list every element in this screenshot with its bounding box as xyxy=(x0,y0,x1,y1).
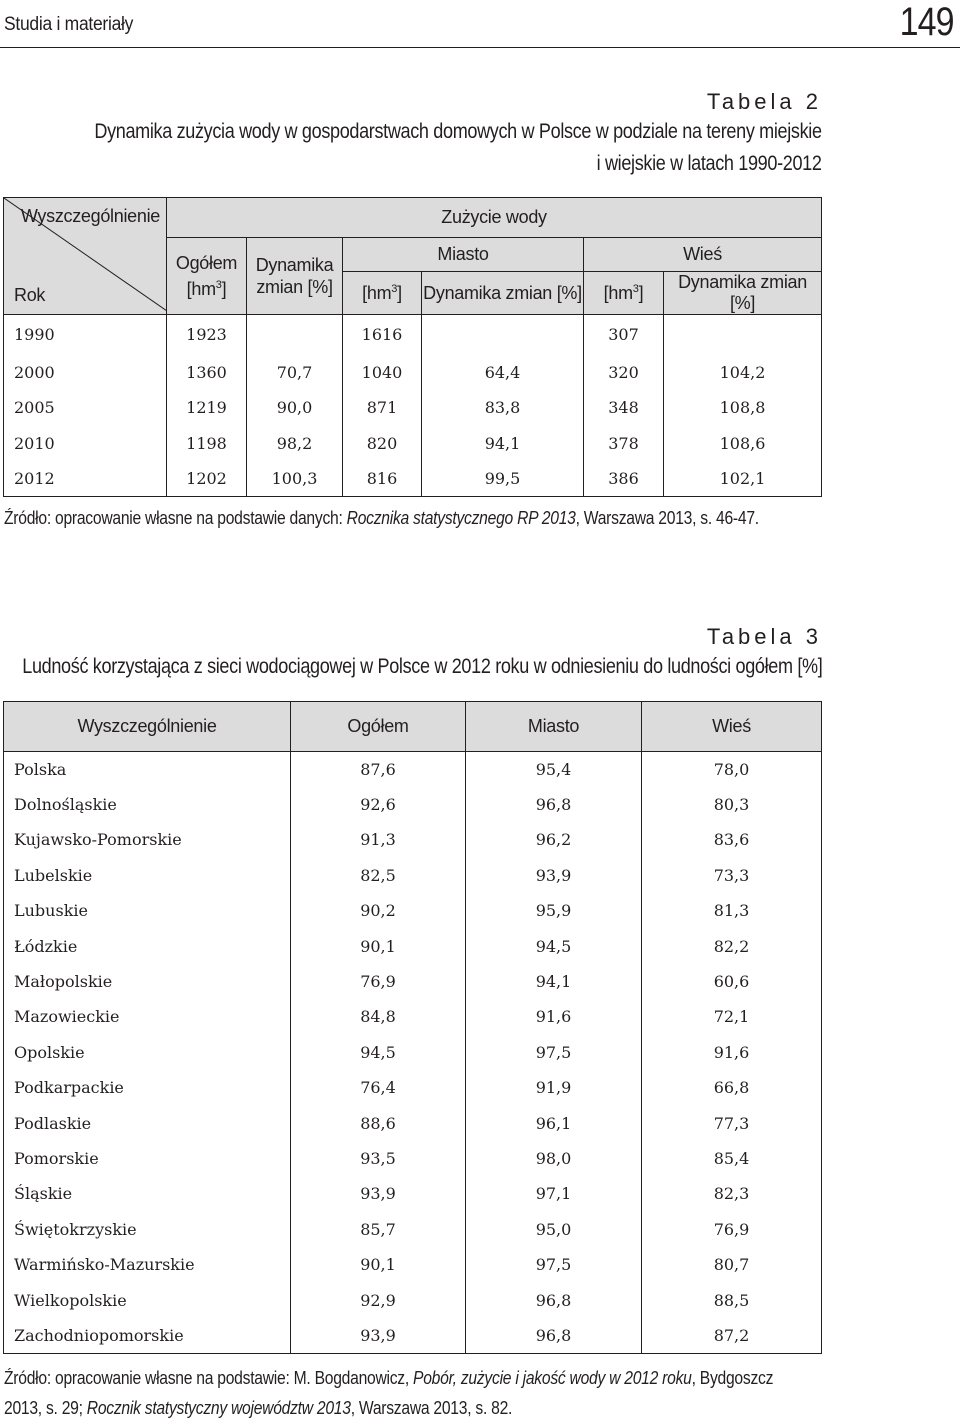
table3-region-cell: Świętokrzyskie xyxy=(4,1212,291,1247)
table3-value-cell: 80,7 xyxy=(642,1247,822,1282)
table2-cell: 108,8 xyxy=(664,390,822,426)
table3-region-cell: Warmińsko-Mazurskie xyxy=(4,1247,291,1282)
table2-cell: 83,8 xyxy=(422,390,584,426)
table2-row xyxy=(4,355,822,391)
table3-title: Ludność korzystająca z sieci wodociągowej w Polsce w 2012 roku w odniesieniu do ludności ogółem [%] xyxy=(21,655,822,678)
table3-value-cell: 73,3 xyxy=(642,858,822,893)
table2-cell: 386 xyxy=(584,461,664,497)
table2-cell: 2000 xyxy=(4,355,167,391)
table2-header-rok: Rok xyxy=(14,285,46,305)
table2-cell: 1616 xyxy=(343,315,422,355)
running-header-title: Studia i materiały xyxy=(4,14,134,35)
table3-row xyxy=(4,893,822,928)
table3-row xyxy=(4,1105,822,1140)
table3-row xyxy=(4,752,822,787)
table3-value-cell: 90,1 xyxy=(291,928,466,963)
table2-cell: 64,4 xyxy=(422,355,584,391)
table3-value-cell: 88,6 xyxy=(291,1105,466,1140)
table2-cell: 1202 xyxy=(167,461,247,497)
table2-cell: 108,6 xyxy=(664,426,822,462)
table3-value-cell: 77,3 xyxy=(642,1105,822,1140)
table2-cell xyxy=(422,315,584,355)
table3-value-cell: 97,5 xyxy=(466,1247,642,1282)
table3-value-cell: 96,8 xyxy=(466,1318,642,1353)
table3-value-cell: 83,6 xyxy=(642,822,822,857)
table2-cell: 1360 xyxy=(167,355,247,391)
header-rule xyxy=(0,47,960,48)
table3-region-cell: Opolskie xyxy=(4,1035,291,1070)
table3-value-cell: 93,9 xyxy=(291,1176,466,1211)
table2-title-line2: i wiejskie w latach 1990-2012 xyxy=(597,152,822,175)
table3-value-cell: 90,1 xyxy=(291,1247,466,1282)
table3-row xyxy=(4,1212,822,1247)
table2-cell: 320 xyxy=(584,355,664,391)
table2-header-ogolem-line1: Ogółem xyxy=(175,253,238,273)
table2-header-miasto-hm3: $[hm^3]$ xyxy=(343,272,422,315)
table3-value-cell: 96,2 xyxy=(466,822,642,857)
table2-header-wyszczegolnienie: Wyszczególnienie xyxy=(20,206,160,226)
table3-source-line1: Źródło: opracowanie własne na podstawie: M. Bogdanowicz, Pobór, zużycie i jakość wody w 2012 roku, Bydgoszcz xyxy=(4,1368,774,1388)
table3-region-cell: Mazowieckie xyxy=(4,999,291,1034)
table3-row xyxy=(4,1141,822,1176)
table3-value-cell: 91,6 xyxy=(642,1035,822,1070)
table2-cell: 70,7 xyxy=(247,355,343,391)
table3-value-cell: 66,8 xyxy=(642,1070,822,1105)
table2-header-ogolem-line2: $[hm^3]$ xyxy=(186,279,227,299)
table3-value-cell: 76,4 xyxy=(291,1070,466,1105)
table3-value-cell: 98,0 xyxy=(466,1141,642,1176)
table2-header-dynamika-line1: Dynamika xyxy=(255,255,334,275)
table3-value-cell: 76,9 xyxy=(642,1212,822,1247)
table3-value-cell: 81,3 xyxy=(642,893,822,928)
table2-cell: 348 xyxy=(584,390,664,426)
table3-value-cell: 94,5 xyxy=(466,928,642,963)
table2-source: Źródło: opracowanie własne na podstawie danych: Rocznika statystycznego RP 2013, Warszawa 2013, s. 46-47. xyxy=(4,508,759,528)
table3-value-cell: 95,4 xyxy=(466,752,642,787)
table2-cell: 100,3 xyxy=(247,461,343,497)
table3-region-cell: Kujawsko-Pomorskie xyxy=(4,822,291,857)
table2-cell: 378 xyxy=(584,426,664,462)
table3-header-miasto: Miasto xyxy=(466,702,642,752)
table3-value-cell: 72,1 xyxy=(642,999,822,1034)
table2-header-miasto: Miasto xyxy=(343,238,584,272)
table3-source-line2: 2013, s. 29; Rocznik statystyczny województw 2013, Warszawa 2013, s. 82. xyxy=(4,1398,513,1418)
table3-row xyxy=(4,1176,822,1211)
table3-value-cell: 96,1 xyxy=(466,1105,642,1140)
table2-cell: 1990 xyxy=(4,315,167,355)
table2-cell: 307 xyxy=(584,315,664,355)
table3-value-cell: 88,5 xyxy=(642,1282,822,1317)
table2-cell: 1923 xyxy=(167,315,247,355)
table3-region-cell: Małopolskie xyxy=(4,964,291,999)
table3-value-cell: 84,8 xyxy=(291,999,466,1034)
table3-row xyxy=(4,928,822,963)
table2-cell: 104,2 xyxy=(664,355,822,391)
table2-cell: 2012 xyxy=(4,461,167,497)
table2-cell: 98,2 xyxy=(247,426,343,462)
table3-header-ogolem: Ogółem xyxy=(291,702,466,752)
table3-value-cell: 91,3 xyxy=(291,822,466,857)
table2-header-wies: Wieś xyxy=(584,238,822,272)
table2-cell: 102,1 xyxy=(664,461,822,497)
table3-row xyxy=(4,1247,822,1282)
table3-value-cell: 87,2 xyxy=(642,1318,822,1353)
table3-value-cell: 78,0 xyxy=(642,752,822,787)
table2-cell: 1198 xyxy=(167,426,247,462)
table2-cell: 820 xyxy=(343,426,422,462)
table2-cell: 871 xyxy=(343,390,422,426)
table3-row xyxy=(4,999,822,1034)
table3-header-wyszczegolnienie: Wyszczególnienie xyxy=(4,702,291,752)
table2-row xyxy=(4,315,822,355)
table2-cell xyxy=(664,315,822,355)
table3-value-cell: 93,9 xyxy=(466,858,642,893)
table3-value-cell: 82,3 xyxy=(642,1176,822,1211)
table2-cell: 94,1 xyxy=(422,426,584,462)
table3-region-cell: Pomorskie xyxy=(4,1141,291,1176)
table2-cell: 816 xyxy=(343,461,422,497)
table3-value-cell: 80,3 xyxy=(642,787,822,822)
table3-value-cell: 82,5 xyxy=(291,858,466,893)
table2-title-line1: Dynamika zużycia wody w gospodarstwach domowych w Polsce w podziale na tereny miejskie xyxy=(94,120,822,143)
table3-value-cell: 85,7 xyxy=(291,1212,466,1247)
table3-value-cell: 60,6 xyxy=(642,964,822,999)
table3-value-cell: 76,9 xyxy=(291,964,466,999)
table3-value-cell: 92,9 xyxy=(291,1282,466,1317)
table2-cell: 90,0 xyxy=(247,390,343,426)
table3-value-cell: 91,9 xyxy=(466,1070,642,1105)
table2-cell: 1040 xyxy=(343,355,422,391)
table3-row xyxy=(4,1282,822,1317)
table3-value-cell: 93,5 xyxy=(291,1141,466,1176)
table2-header-wies-hm3: $[hm^3]$ xyxy=(584,272,664,315)
table2-header-dynamika xyxy=(247,238,343,315)
table3-value-cell: 96,8 xyxy=(466,787,642,822)
table3-row xyxy=(4,964,822,999)
table3-value-cell: 93,9 xyxy=(291,1318,466,1353)
table3-value-cell: 91,6 xyxy=(466,999,642,1034)
table2-label: Tabela 2 xyxy=(706,89,822,114)
table3-row xyxy=(4,1035,822,1070)
table3-value-cell: 90,2 xyxy=(291,893,466,928)
table2-cell: 1219 xyxy=(167,390,247,426)
table3-value-cell: 94,5 xyxy=(291,1035,466,1070)
table2-cell xyxy=(247,315,343,355)
page-number: 149 xyxy=(899,0,954,44)
table2 xyxy=(3,197,822,497)
table2-cell: 99,5 xyxy=(422,461,584,497)
table3-value-cell: 96,8 xyxy=(466,1282,642,1317)
table3-value-cell: 82,2 xyxy=(642,928,822,963)
table3-row xyxy=(4,822,822,857)
table3 xyxy=(3,701,822,1354)
table2-cell: 2005 xyxy=(4,390,167,426)
table2-header-ogolem xyxy=(167,238,247,315)
table3-region-cell: Dolnośląskie xyxy=(4,787,291,822)
table3-row xyxy=(4,1070,822,1105)
table2-header-wies-dynamika: Dynamika zmian [%] xyxy=(664,272,822,315)
table3-value-cell: 92,6 xyxy=(291,787,466,822)
table3-value-cell: 95,0 xyxy=(466,1212,642,1247)
table2-header-zuzycie: Zużycie wody xyxy=(167,198,822,238)
table3-region-cell: Podkarpackie xyxy=(4,1070,291,1105)
table2-header-miasto-dynamika: Dynamika zmian [%] xyxy=(422,272,584,315)
table3-value-cell: 94,1 xyxy=(466,964,642,999)
table3-row xyxy=(4,858,822,893)
table3-value-cell: 97,1 xyxy=(466,1176,642,1211)
table3-region-cell: Śląskie xyxy=(4,1176,291,1211)
table3-header-wies: Wieś xyxy=(642,702,822,752)
table3-label: Tabela 3 xyxy=(706,624,822,649)
table3-region-cell: Zachodniopomorskie xyxy=(4,1318,291,1353)
table3-value-cell: 85,4 xyxy=(642,1141,822,1176)
table2-row xyxy=(4,426,822,462)
table3-region-cell: Lubuskie xyxy=(4,893,291,928)
table3-region-cell: Podlaskie xyxy=(4,1105,291,1140)
table3-region-cell: Polska xyxy=(4,752,291,787)
table2-cell: 2010 xyxy=(4,426,167,462)
table3-region-cell: Lubelskie xyxy=(4,858,291,893)
table2-header-dynamika-line2: zmian [%] xyxy=(256,277,333,297)
table3-value-cell: 95,9 xyxy=(466,893,642,928)
table3-value-cell: 97,5 xyxy=(466,1035,642,1070)
table3-row xyxy=(4,1318,822,1353)
table2-row xyxy=(4,461,822,497)
table3-row xyxy=(4,787,822,822)
table2-row xyxy=(4,390,822,426)
table3-region-cell: Wielkopolskie xyxy=(4,1282,291,1317)
table2-corner-cell xyxy=(4,198,167,315)
table3-value-cell: 87,6 xyxy=(291,752,466,787)
table3-region-cell: Łódzkie xyxy=(4,928,291,963)
